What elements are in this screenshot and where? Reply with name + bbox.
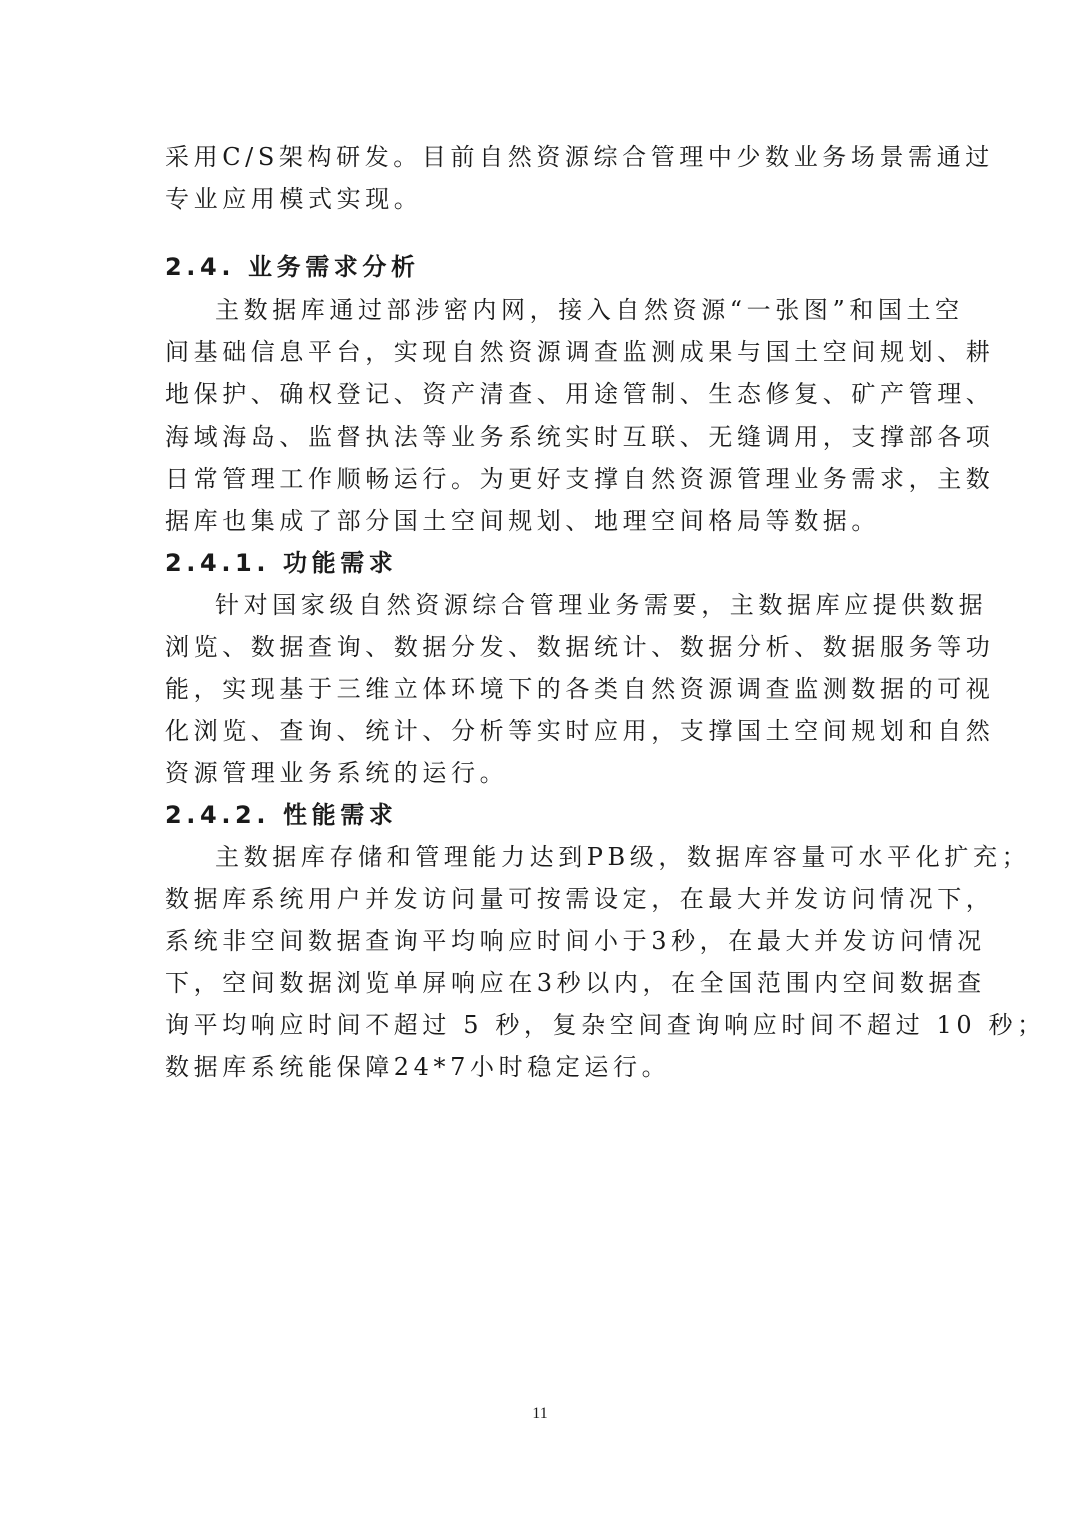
- section-2-4-2-heading: 2.4.2. 性能需求: [165, 801, 398, 829]
- section-2-4-heading: 2.4. 业务需求分析: [165, 253, 420, 281]
- section-2-4-2-line-2: 数据库系统用户并发访问量可按需设定，在最大并发访问情况下，: [165, 885, 995, 913]
- section-2-4-line-5: 日常管理工作顺畅运行。为更好支撑自然资源管理业务需求，主数: [165, 465, 995, 493]
- section-2-4-line-2: 间基础信息平台，实现自然资源调查监测成果与国土空间规划、耕: [165, 338, 995, 366]
- section-2-4-2-line-3: 系统非空间数据查询平均响应时间小于3秒，在最大并发访问情况: [165, 927, 986, 955]
- intro-line-2: 专业应用模式实现。: [165, 185, 423, 213]
- section-2-4-1-heading: 2.4.1. 功能需求: [165, 549, 398, 577]
- section-2-4-2-line-5: 询平均响应时间不超过 5 秒，复杂空间查询响应时间不超过 10 秒；: [165, 1011, 1046, 1039]
- section-2-4-1-line-3: 能，实现基于三维立体环境下的各类自然资源调查监测数据的可视: [165, 675, 995, 703]
- page-number: 11: [532, 1405, 548, 1422]
- intro-line-1: 采用C/S架构研发。目前自然资源综合管理中少数业务场景需通过: [165, 143, 994, 171]
- section-2-4-2-line-6: 数据库系统能保障24*7小时稳定运行。: [165, 1053, 671, 1081]
- section-2-4-2-line-1: 主数据库存储和管理能力达到PB级，数据库容量可水平化扩充；: [215, 843, 1031, 871]
- section-2-4-1-line-4: 化浏览、查询、统计、分析等实时应用，支撑国土空间规划和自然: [165, 717, 995, 745]
- section-2-4-line-6: 据库也集成了部分国土空间规划、地理空间格局等数据。: [165, 507, 880, 535]
- section-2-4-line-4: 海域海岛、监督执法等业务系统实时互联、无缝调用，支撑部各项: [165, 423, 995, 451]
- section-2-4-1-line-1: 针对国家级自然资源综合管理业务需要，主数据库应提供数据: [215, 591, 988, 619]
- section-2-4-2-line-4: 下，空间数据浏览单屏响应在3秒以内，在全国范围内空间数据查: [165, 969, 986, 997]
- section-2-4-1-line-2: 浏览、数据查询、数据分发、数据统计、数据分析、数据服务等功: [165, 633, 995, 661]
- section-2-4-1-line-5: 资源管理业务系统的运行。: [165, 759, 509, 787]
- section-2-4-line-3: 地保护、确权登记、资产清查、用途管制、生态修复、矿产管理、: [165, 380, 995, 408]
- section-2-4-line-1: 主数据库通过部涉密内网，接入自然资源“一张图”和国土空: [215, 296, 964, 324]
